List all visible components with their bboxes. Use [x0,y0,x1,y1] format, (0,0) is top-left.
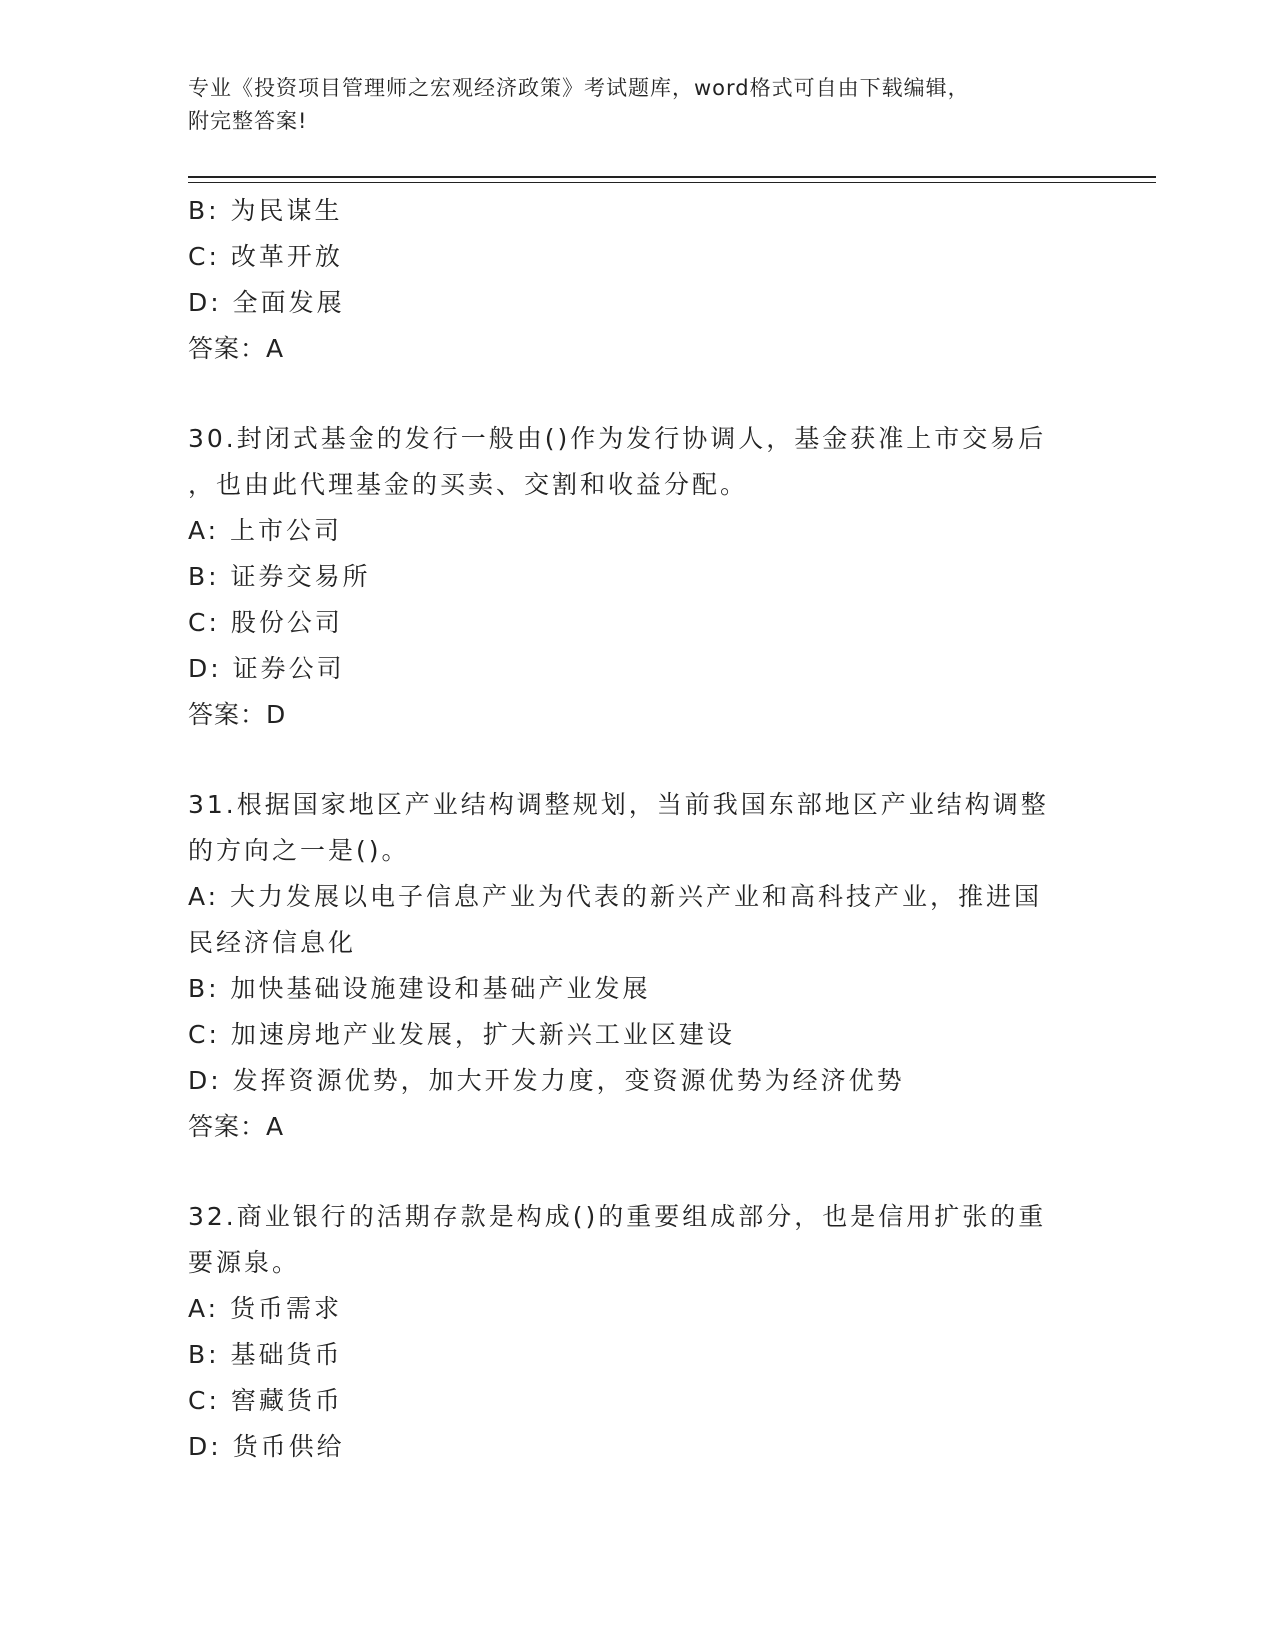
option-c: C: 股份公司 [188,608,343,637]
question-text-line: 的方向之一是()。 [188,836,410,865]
question-32 [188,1194,1088,1470]
question-text-line: 32.商业银行的活期存款是构成()的重要组成部分，也是信用扩张的重 [188,1202,1047,1231]
document-header [188,72,1088,138]
question-31 [188,782,1088,1150]
option-d: D: 货币供给 [188,1432,345,1461]
question-text-line: ，也由此代理基金的买卖、交割和收益分配。 [188,470,749,499]
previous-question-tail [188,188,1088,372]
option-c: C: 加速房地产业发展，扩大新兴工业区建设 [188,1020,735,1049]
header-divider-thick [188,176,1156,178]
option-d: D: 全面发展 [188,288,345,317]
question-text-line: 30.封闭式基金的发行一般由()作为发行协调人，基金获准上市交易后 [188,424,1047,453]
option-c: C: 窖藏货币 [188,1386,343,1415]
header-line-1: 专业《投资项目管理师之宏观经济政策》考试题库，word格式可自由下载编辑， [188,76,970,100]
header-divider-thin [188,182,1156,183]
option-d: D: 证券公司 [188,654,345,683]
answer-line: 答案：D [188,700,287,729]
question-content [188,188,1088,1470]
option-c: C: 改革开放 [188,242,343,271]
spacer [188,372,1088,416]
option-a: A: 大力发展以电子信息产业为代表的新兴产业和高科技产业，推进国 [188,882,1043,911]
option-b: B: 为民谋生 [188,196,343,225]
question-30 [188,416,1088,738]
spacer [188,1150,1088,1194]
option-a-continued: 民经济信息化 [188,928,357,957]
option-b: B: 证券交易所 [188,562,371,591]
spacer [188,738,1088,782]
option-a: A: 上市公司 [188,516,343,545]
answer-line: 答案：A [188,334,285,363]
question-text-line: 31.根据国家地区产业结构调整规划，当前我国东部地区产业结构调整 [188,790,1049,819]
option-b: B: 加快基础设施建设和基础产业发展 [188,974,651,1003]
option-a: A: 货币需求 [188,1294,343,1323]
option-b: B: 基础货币 [188,1340,343,1369]
option-d: D: 发挥资源优势，加大开发力度，变资源优势为经济优势 [188,1066,905,1095]
header-line-2: 附完整答案! [188,109,308,133]
question-text-line: 要源泉。 [188,1248,301,1277]
answer-line: 答案：A [188,1112,285,1141]
